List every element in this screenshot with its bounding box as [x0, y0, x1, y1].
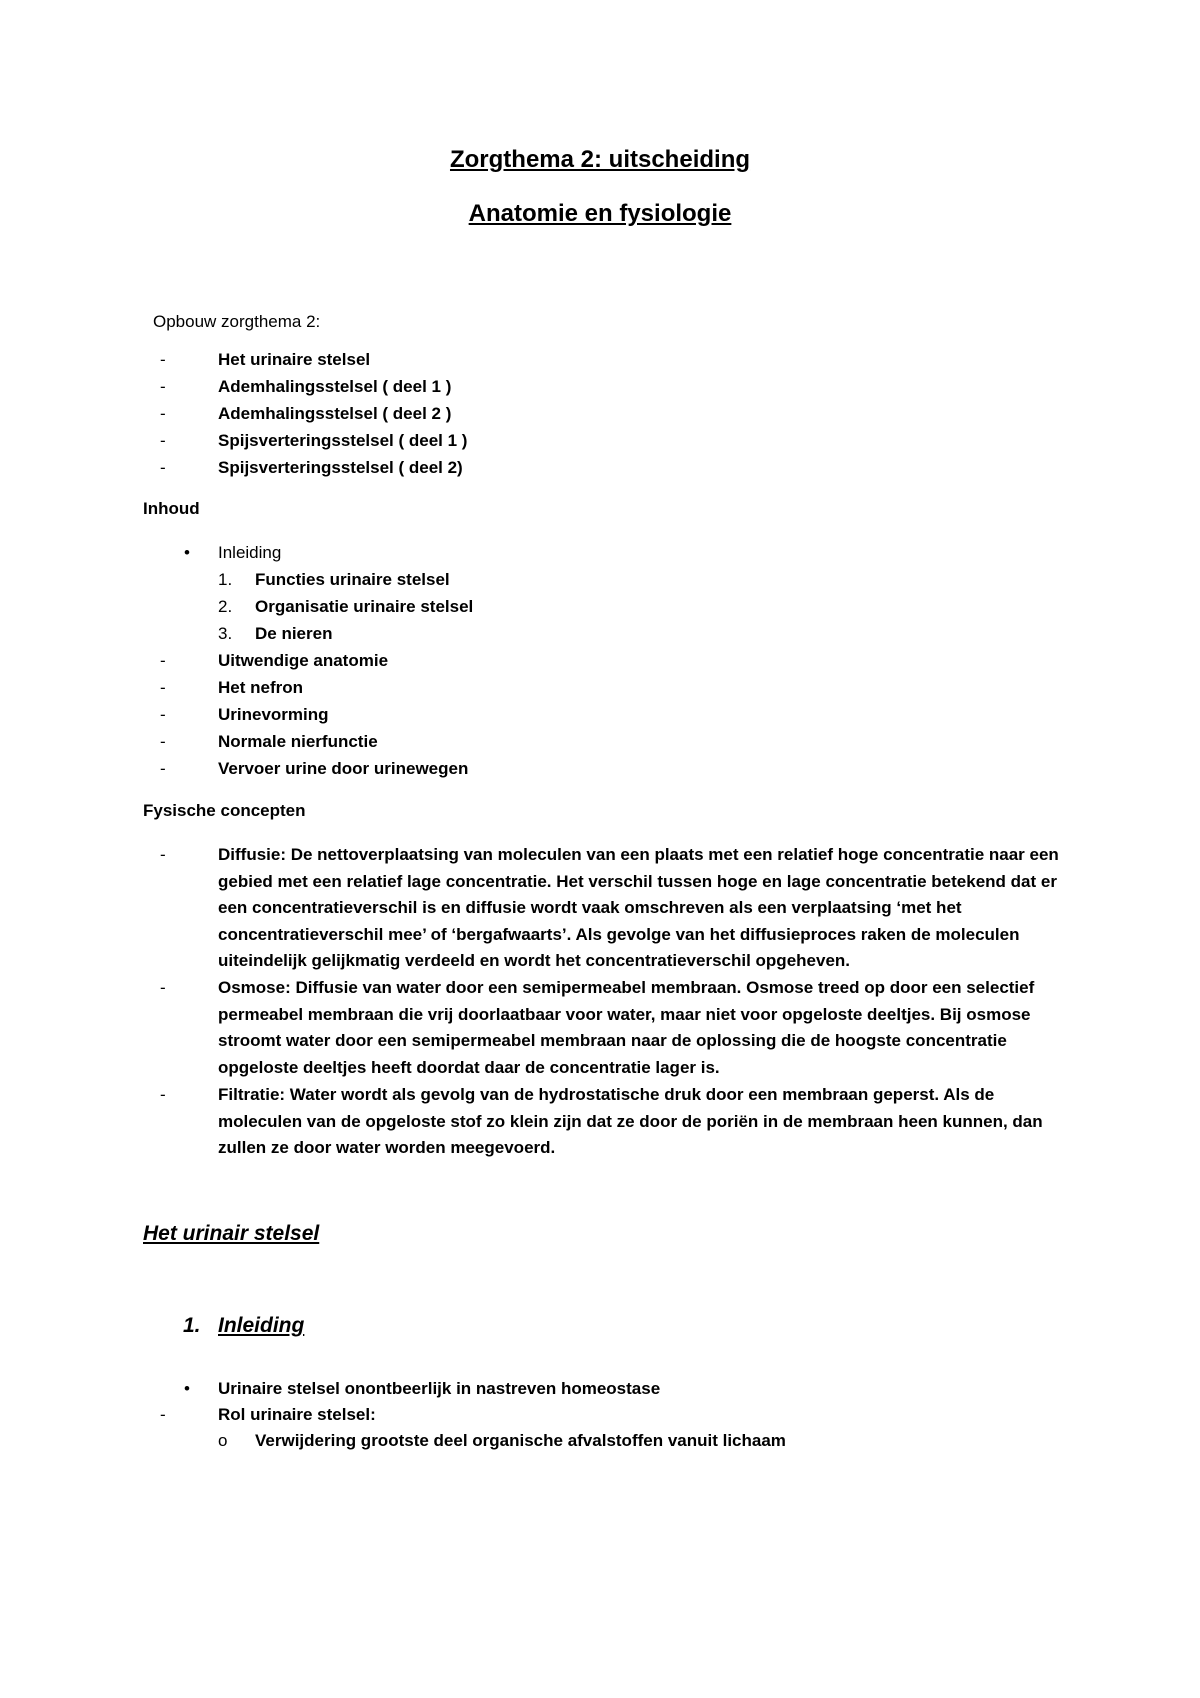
inhoud-bullet: Inleiding	[218, 543, 282, 562]
inhoud-numbered-item: Functies urinaire stelsel	[255, 570, 450, 589]
dash-marker: -	[160, 1085, 166, 1104]
bullet-marker: •	[184, 543, 190, 562]
inhoud-item: Uitwendige anatomie	[218, 651, 389, 670]
opbouw-item: Ademhalingsstelsel ( deel 1 )	[218, 377, 452, 396]
concept-diffusie: Diffusie: De nettoverplaatsing van moleculen van een plaats met een relatief hoge concentratie naar een gebied met een relatief lage concentratie. Het verschil tussen hoge en lage concentratie betekend dat er een concentratieverschil is en diffusie wordt vaak omschreven als een verplaatsing ‘met het concentratieverschil mee’ of ‘bergafwaarts’. Als gevolge van het diffusieproces raken de moleculen uiteindelijk gelijkmatig verdeeld en wordt het concentratieverschil opgeheven.	[218, 845, 1059, 970]
dash-marker: -	[160, 845, 166, 864]
document-title: Zorgthema 2: uitscheiding	[449, 146, 751, 173]
subsection-number: 1.	[183, 1314, 201, 1337]
dash-marker: -	[160, 978, 166, 997]
inhoud-item: Het nefron	[218, 678, 303, 697]
inhoud-numbered-item: Organisatie urinaire stelsel	[255, 597, 474, 616]
inhoud-number: 1.	[218, 570, 233, 589]
bullet-marker: •	[184, 1379, 190, 1398]
subsection-heading: Inleiding	[218, 1314, 305, 1337]
concept-filtratie: Filtratie: Water wordt als gevolg van de hydrostatische druk door een membraan geperst. Als de moleculen van de opgeloste stof zo klein zijn dat ze door de poriën in de membraan heen kunnen, dan zullen ze door water worden meegevoerd.	[218, 1085, 1043, 1157]
inhoud-number: 3.	[218, 624, 233, 643]
dash-marker: -	[160, 732, 166, 751]
opbouw-item: Ademhalingsstelsel ( deel 2 )	[218, 404, 452, 423]
dash-marker: -	[160, 350, 166, 369]
dash-marker: -	[160, 759, 166, 778]
dash-marker: -	[160, 404, 166, 423]
inhoud-heading: Inhoud	[143, 499, 200, 518]
section-circle-item: Verwijdering grootste deel organische afvalstoffen vanuit lichaam	[255, 1431, 786, 1450]
opbouw-heading: Opbouw zorgthema 2:	[153, 312, 321, 331]
section-bullet: Urinaire stelsel onontbeerlijk in nastreven homeostase	[218, 1379, 661, 1398]
concept-osmose: Osmose: Diffusie van water door een semipermeabel membraan. Osmose treed op door een selectief permeabel membraan die vrij doorlaatbaar voor water, maar niet voor opgeloste deeltjes. Bij osmose stroomt water door een semipermeabel membraan naar de oplossing die de hoogste concentratie opgeloste deeltjes heeft doordat daar de concentratie lager is.	[218, 978, 1035, 1077]
document-subtitle: Anatomie en fysiologie	[468, 200, 732, 227]
circle-marker: o	[218, 1431, 228, 1450]
dash-marker: -	[160, 431, 166, 450]
dash-marker: -	[160, 458, 166, 477]
inhoud-item: Normale nierfunctie	[218, 732, 378, 751]
opbouw-item: Het urinaire stelsel	[218, 350, 371, 369]
concepten-heading: Fysische concepten	[143, 801, 306, 820]
inhoud-item: Vervoer urine door urinewegen	[218, 759, 469, 778]
dash-marker: -	[160, 1405, 166, 1424]
dash-marker: -	[160, 705, 166, 724]
inhoud-number: 2.	[218, 597, 233, 616]
opbouw-item: Spijsverteringsstelsel ( deel 2)	[218, 458, 463, 477]
dash-marker: -	[160, 651, 166, 670]
section-dash-item: Rol urinaire stelsel:	[218, 1405, 376, 1424]
inhoud-numbered-item: De nieren	[255, 624, 333, 643]
dash-marker: -	[160, 678, 166, 697]
section-heading: Het urinair stelsel	[143, 1222, 320, 1245]
dash-marker: -	[160, 377, 166, 396]
opbouw-item: Spijsverteringsstelsel ( deel 1 )	[218, 431, 468, 450]
inhoud-item: Urinevorming	[218, 705, 329, 724]
